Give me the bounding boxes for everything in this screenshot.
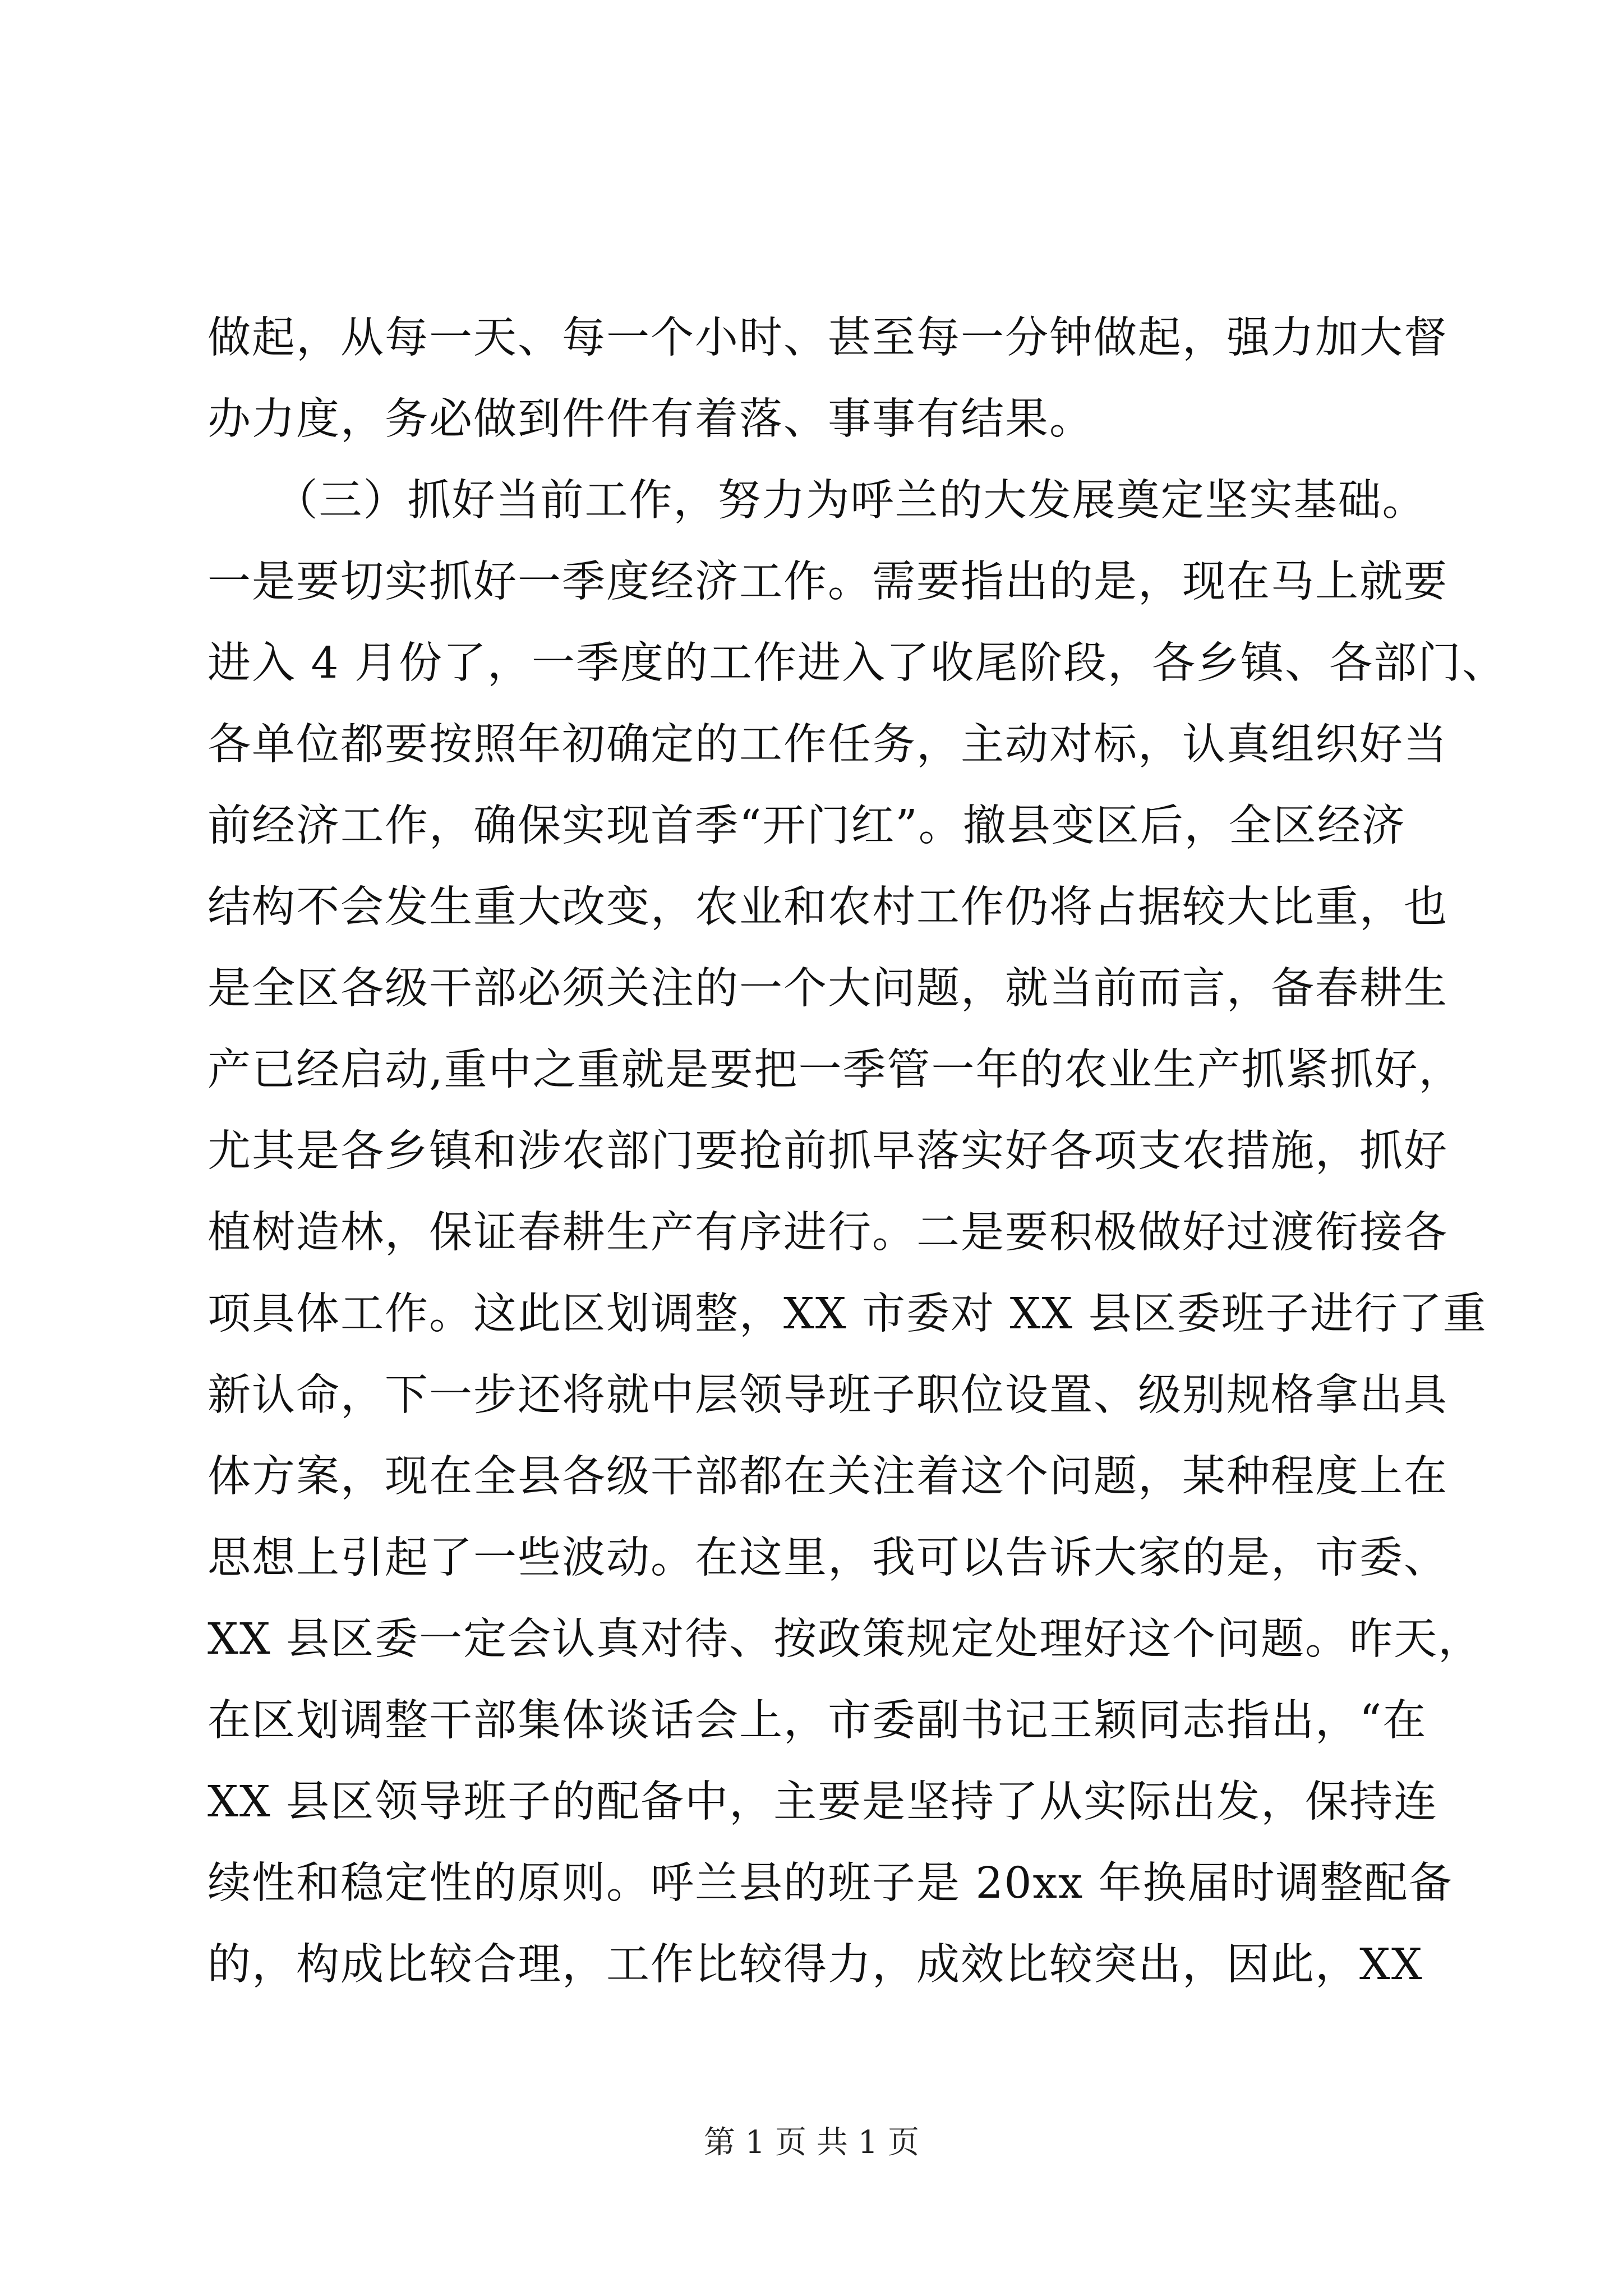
text-line: 在区划调整干部集体谈话会上，市委副书记王颖同志指出，“在 — [208, 1696, 1427, 1746]
text-line: 前经济工作，确保实现首季“开门红”。撤县变区后，全区经济 — [208, 801, 1406, 851]
text-line: 进入 4 月份了，一季度的工作进入了收尾阶段，各乡镇、各部门、 — [208, 638, 1506, 688]
body-text — [208, 297, 1506, 2005]
text-line: 办力度，务必做到件件有着落、事事有结果。 — [208, 394, 1094, 444]
text-line: 续性和稳定性的原则。呼兰县的班子是 20xx 年换届时调整配备 — [208, 1858, 1453, 1908]
text-line: XX 县区委一定会认真对待、按政策规定处理好这个问题。昨天， — [208, 1614, 1483, 1664]
text-line: 是全区各级干部必须关注的一个大问题，就当前而言，备春耕生 — [208, 964, 1448, 1014]
text-line: 各单位都要按照年初确定的工作任务，主动对标，认真组织好当 — [208, 720, 1448, 770]
text-line: 新认命，下一步还将就中层领导班子职位设置、级别规格拿出具 — [208, 1370, 1448, 1420]
page-footer — [0, 2120, 1623, 2165]
text-line: 体方案，现在全县各级干部都在关注着这个问题，某种程度上在 — [208, 1452, 1448, 1502]
page-number-label: 第 1 页 共 1 页 — [703, 2124, 920, 2161]
text-line: 思想上引起了一些波动。在这里，我可以告诉大家的是，市委、 — [208, 1533, 1448, 1583]
text-line: 的，构成比较合理，工作比较得力，成效比较突出，因此，XX — [208, 1940, 1423, 1990]
text-line: 做起，从每一天、每一个小时、甚至每一分钟做起，强力加大督 — [208, 313, 1448, 363]
text-line: 结构不会发生重大改变，农业和农村工作仍将占据较大比重，也 — [208, 882, 1448, 932]
text-line: 一是要切实抓好一季度经济工作。需要指出的是，现在马上就要 — [208, 557, 1448, 607]
text-line: 产已经启动,重中之重就是要把一季管一年的农业生产抓紧抓好， — [208, 1045, 1463, 1095]
text-line: 植树造林，保证春耕生产有序进行。二是要积极做好过渡衔接各 — [208, 1208, 1448, 1258]
text-line: XX 县区领导班子的配备中，主要是坚持了从实际出发，保持连 — [208, 1777, 1438, 1827]
text-line: （三）抓好当前工作，努力为呼兰的大发展奠定坚实基础。 — [208, 476, 1427, 526]
text-line: 项具体工作。这此区划调整，XX 市委对 XX 县区委班子进行了重 — [208, 1289, 1487, 1339]
text-line: 尤其是各乡镇和涉农部门要抢前抓早落实好各项支农措施，抓好 — [208, 1126, 1448, 1176]
